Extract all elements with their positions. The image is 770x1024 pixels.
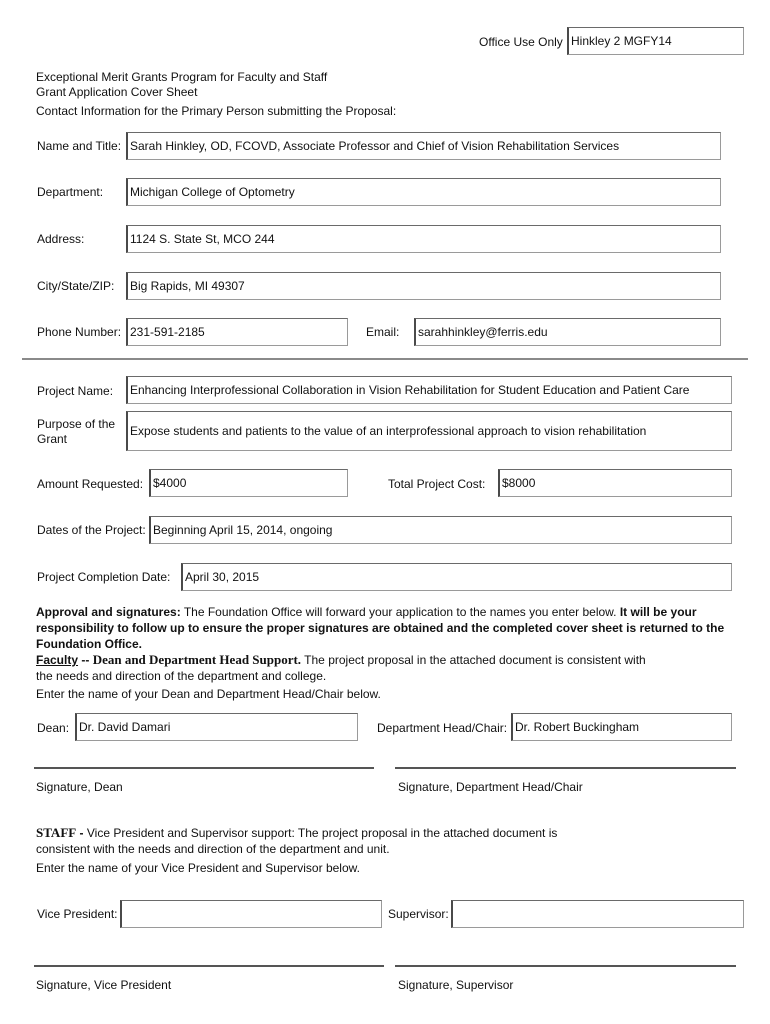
- name-title-field[interactable]: Sarah Hinkley, OD, FCOVD, Associate Professor and Chief of Vision Rehabilitation Services: [126, 132, 721, 160]
- name-title-label: Name and Title:: [37, 139, 122, 153]
- approval-text: The Foundation Office will forward your application to the names you enter below.: [180, 605, 620, 619]
- office-use-field[interactable]: Hinkley 2 MGFY14: [567, 27, 744, 55]
- dean-field[interactable]: Dr. David Damari: [75, 713, 358, 741]
- program-title: Exceptional Merit Grants Program for Faculty and Staff: [36, 70, 328, 84]
- vice-president-signature-line[interactable]: [34, 965, 384, 967]
- supervisor-label: Supervisor:: [388, 907, 449, 921]
- faculty-heading: Dean and Department Head Support.: [92, 652, 302, 667]
- purpose-field[interactable]: Expose students and patients to the value of an interprofessional approach to vision rehabilitation: [126, 411, 732, 451]
- department-head-signature-line[interactable]: [395, 767, 736, 769]
- phone-label: Phone Number:: [37, 325, 122, 339]
- faculty-text-1: The project proposal in the attached document is consistent with: [301, 653, 646, 667]
- amount-requested-label: Amount Requested:: [37, 477, 144, 491]
- city-state-zip-field[interactable]: Big Rapids, MI 49307: [126, 272, 721, 300]
- address-field[interactable]: 1124 S. State St, MCO 244: [126, 225, 721, 253]
- purpose-label-line1: Purpose of the: [37, 417, 116, 431]
- total-cost-label: Total Project Cost:: [388, 477, 486, 491]
- department-field[interactable]: Michigan College of Optometry: [126, 178, 721, 206]
- supervisor-field[interactable]: [451, 900, 744, 928]
- staff-text-1: Vice President and Supervisor support: The project proposal in the attached document is: [86, 826, 558, 840]
- faculty-paragraph: [36, 652, 736, 700]
- staff-text-3: Enter the name of your Vice President and Supervisor below.: [36, 861, 360, 875]
- project-name-label: Project Name:: [37, 384, 114, 398]
- form-title: Grant Application Cover Sheet: [36, 85, 198, 99]
- email-label: Email:: [366, 325, 400, 339]
- staff-heading: STAFF: [36, 825, 77, 840]
- section-divider: [22, 358, 748, 360]
- approval-bold-2: responsibility to follow up to ensure the proper signatures are obtained and the completed cover sheet is returned to the: [36, 621, 725, 635]
- department-head-field[interactable]: Dr. Robert Buckingham: [511, 713, 732, 741]
- vice-president-label: Vice President:: [37, 907, 118, 921]
- city-state-zip-label: City/State/ZIP:: [37, 279, 115, 293]
- approval-heading: Approval and signatures:: [36, 605, 181, 619]
- project-dates-field[interactable]: Beginning April 15, 2014, ongoing: [149, 516, 732, 544]
- department-label: Department:: [37, 185, 104, 199]
- approval-bold-1: It will be your: [619, 605, 697, 619]
- approval-paragraph: [36, 604, 736, 652]
- contact-heading: Contact Information for the Primary Person submitting the Proposal:: [36, 104, 397, 118]
- total-cost-field[interactable]: $8000: [498, 469, 732, 497]
- email-field[interactable]: sarahhinkley@ferris.edu: [414, 318, 721, 346]
- completion-date-field[interactable]: April 30, 2015: [181, 563, 732, 591]
- address-label: Address:: [37, 232, 85, 246]
- purpose-label-line2: Grant: [37, 432, 68, 446]
- staff-dash: -: [76, 826, 87, 840]
- office-use-label: Office Use Only: [479, 35, 563, 49]
- project-name-field[interactable]: Enhancing Interprofessional Collaboration in Vision Rehabilitation for Student Education and Patient Care: [126, 376, 732, 404]
- staff-text-2: consistent with the needs and direction of the department and unit.: [36, 842, 390, 856]
- faculty-dash: --: [78, 653, 93, 667]
- department-head-signature-label: Signature, Department Head/Chair: [398, 780, 583, 794]
- supervisor-signature-label: Signature, Supervisor: [398, 978, 514, 992]
- vice-president-signature-label: Signature, Vice President: [36, 978, 172, 992]
- completion-date-label: Project Completion Date:: [37, 570, 171, 584]
- project-dates-label: Dates of the Project:: [37, 523, 146, 537]
- faculty-text-2: the needs and direction of the department and college.: [36, 669, 327, 683]
- staff-paragraph: [36, 825, 736, 873]
- approval-bold-3: Foundation Office.: [36, 637, 142, 651]
- dean-signature-label: Signature, Dean: [36, 780, 123, 794]
- amount-requested-field[interactable]: $4000: [149, 469, 348, 497]
- supervisor-signature-line[interactable]: [395, 965, 736, 967]
- dean-signature-line[interactable]: [34, 767, 374, 769]
- dean-label: Dean:: [37, 721, 70, 735]
- vice-president-field[interactable]: [120, 900, 382, 928]
- faculty-word: Faculty: [36, 653, 79, 667]
- faculty-text-3: Enter the name of your Dean and Department Head/Chair below.: [36, 687, 381, 701]
- department-head-label: Department Head/Chair:: [377, 721, 508, 735]
- phone-field[interactable]: 231-591-2185: [126, 318, 348, 346]
